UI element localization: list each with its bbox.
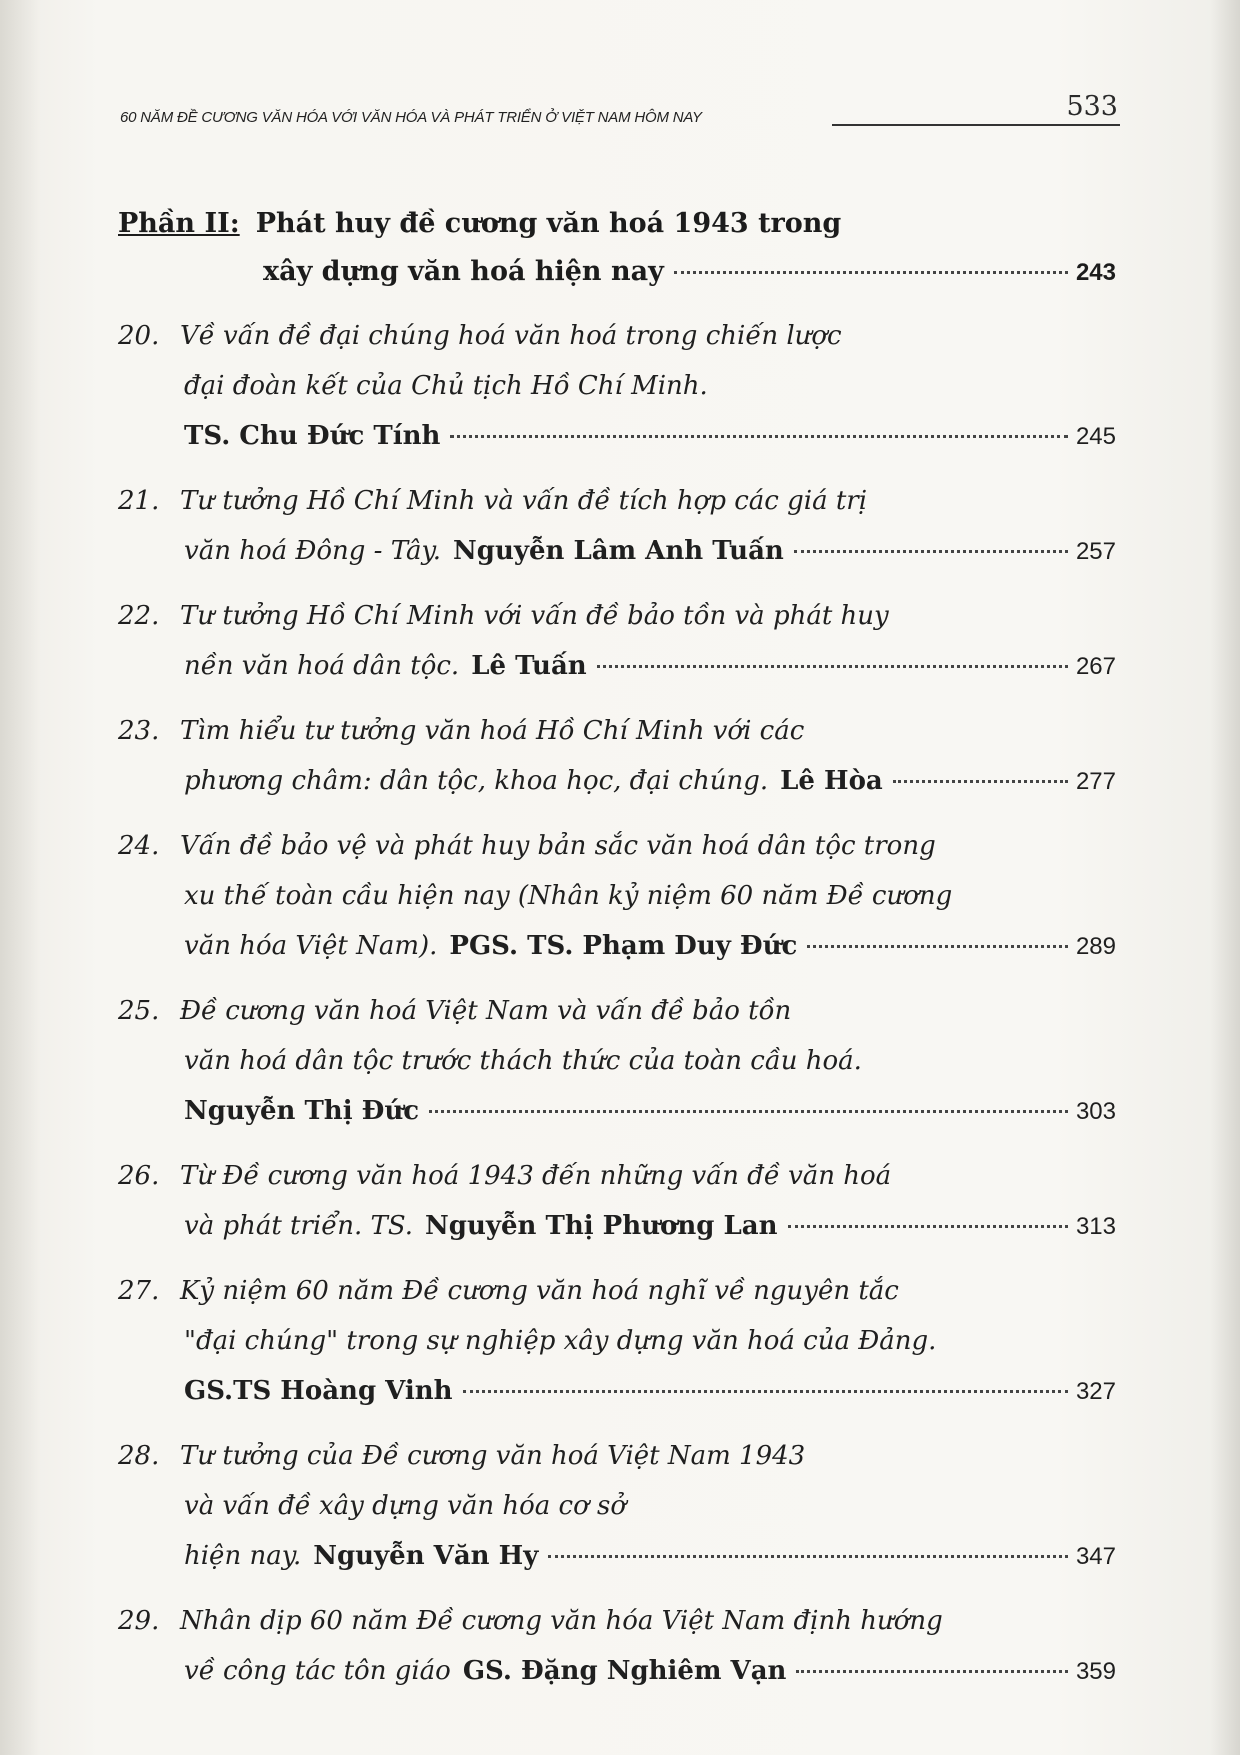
entry-page: 347 xyxy=(1075,1543,1116,1570)
part-title-line2: xây dựng văn hoá hiện nay xyxy=(263,256,664,287)
entry-author: Nguyễn Lâm Anh Tuấn xyxy=(453,536,784,566)
entry-number: 29. xyxy=(118,1606,160,1636)
entry-title-line: Tư tưởng Hồ Chí Minh và vấn đề tích hợp các giá trị xyxy=(180,486,868,516)
entry-author: TS. Chu Đức Tính xyxy=(184,421,441,451)
entry-title-line: và vấn đề xây dựng văn hóa cơ sở xyxy=(184,1491,626,1521)
entry-author: Nguyễn Văn Hy xyxy=(313,1541,539,1571)
entry-number: 28. xyxy=(118,1441,160,1471)
entry-title-line: Về vấn đề đại chúng hoá văn hoá trong chiến lược xyxy=(180,321,842,351)
entry-page: 245 xyxy=(1075,423,1116,450)
entry-page: 313 xyxy=(1075,1213,1116,1240)
toc-entry-20 xyxy=(118,311,1116,462)
entry-title-line: Vấn đề bảo vệ và phát huy bản sắc văn hoá dân tộc trong xyxy=(180,831,936,861)
entry-author: GS. Đặng Nghiêm Vạn xyxy=(462,1656,787,1686)
dot-leader xyxy=(796,1670,1068,1673)
toc-entry-26 xyxy=(118,1151,1116,1252)
entry-number: 24. xyxy=(118,831,160,861)
dot-leader xyxy=(597,665,1068,668)
entry-title-line: Từ Đề cương văn hoá 1943 đến những vấn đề văn hoá xyxy=(180,1161,892,1191)
entry-title-line: đại đoàn kết của Chủ tịch Hồ Chí Minh. xyxy=(184,371,708,401)
entry-page: 289 xyxy=(1075,933,1116,960)
entry-author: PGS. TS. Phạm Duy Đức xyxy=(449,931,798,961)
dot-leader xyxy=(674,271,1068,274)
entry-number: 26. xyxy=(118,1161,160,1191)
page-shadow-right xyxy=(1210,0,1240,1755)
entry-number: 23. xyxy=(118,716,160,746)
toc-entry-24 xyxy=(118,821,1116,972)
entry-page: 277 xyxy=(1075,768,1116,795)
part-page: 243 xyxy=(1075,259,1116,286)
toc-entry-25 xyxy=(118,986,1116,1137)
running-header-title: 60 NĂM ĐỀ CƯƠNG VĂN HÓA VỚI VĂN HÓA VÀ PHÁT TRIỂN Ở VIỆT NAM HÔM NAY xyxy=(120,109,702,126)
entry-title-line: hiện nay. xyxy=(184,1541,302,1571)
entry-author: Nguyễn Thị Đức xyxy=(184,1096,420,1126)
part-title-line1: Phát huy đề cương văn hoá 1943 trong xyxy=(255,208,842,239)
dot-leader xyxy=(450,435,1068,438)
dot-leader xyxy=(429,1110,1068,1113)
entry-number: 25. xyxy=(118,996,160,1026)
entry-number: 27. xyxy=(118,1276,160,1306)
toc-entry-29 xyxy=(118,1596,1116,1697)
page-shadow-left xyxy=(0,0,40,1755)
entry-title-line: Tư tưởng của Đề cương văn hoá Việt Nam 1943 xyxy=(180,1441,806,1471)
entry-title-line: phương châm: dân tộc, khoa học, đại chúng. xyxy=(184,766,769,796)
part-label: Phần II: xyxy=(118,208,240,239)
entry-title-line: văn hoá dân tộc trước thách thức của toàn cầu hoá. xyxy=(184,1046,862,1076)
entry-page: 303 xyxy=(1075,1098,1116,1125)
entry-number: 22. xyxy=(118,601,160,631)
toc-entry-22 xyxy=(118,591,1116,692)
entry-title-line: Nhân dịp 60 năm Đề cương văn hóa Việt Nam định hướng xyxy=(180,1606,943,1636)
entry-author: Lê Hòa xyxy=(780,766,883,796)
dot-leader xyxy=(807,945,1068,948)
entry-page: 257 xyxy=(1075,538,1116,565)
entry-title-line: nền văn hoá dân tộc. xyxy=(184,651,460,681)
entry-page: 327 xyxy=(1075,1378,1116,1405)
header-rule xyxy=(832,124,1120,126)
entry-author: Lê Tuấn xyxy=(471,651,587,681)
entry-author: Nguyễn Thị Phương Lan xyxy=(425,1211,778,1241)
entry-title-line: văn hoá Đông - Tây. xyxy=(184,536,442,566)
toc-entry-27 xyxy=(118,1266,1116,1417)
part-heading xyxy=(118,200,1116,297)
entry-title-line: Tư tưởng Hồ Chí Minh với vấn đề bảo tồn và phát huy xyxy=(180,601,889,631)
entry-author: GS.TS Hoàng Vinh xyxy=(184,1376,453,1406)
entry-number: 21. xyxy=(118,486,160,516)
entry-title-line: Đề cương văn hoá Việt Nam và vấn đề bảo tồn xyxy=(180,996,792,1026)
toc-entry-21 xyxy=(118,476,1116,577)
entry-title-line: xu thế toàn cầu hiện nay (Nhân kỷ niệm 60 năm Đề cương xyxy=(184,881,953,911)
dot-leader xyxy=(794,550,1068,553)
entry-title-line: về công tác tôn giáo xyxy=(184,1656,451,1686)
dot-leader xyxy=(548,1555,1068,1558)
toc-entry-28 xyxy=(118,1431,1116,1582)
entry-title-line: Kỷ niệm 60 năm Đề cương văn hoá nghĩ về nguyên tắc xyxy=(180,1276,899,1306)
entry-page: 359 xyxy=(1075,1658,1116,1685)
dot-leader xyxy=(893,780,1068,783)
toc-entry-23 xyxy=(118,706,1116,807)
page-number: 533 xyxy=(1066,91,1118,122)
entry-title-line: và phát triển. TS. xyxy=(184,1211,414,1241)
dot-leader xyxy=(788,1225,1068,1228)
entry-title-line: văn hóa Việt Nam). xyxy=(184,931,438,961)
dot-leader xyxy=(463,1390,1068,1393)
entry-title-line: Tìm hiểu tư tưởng văn hoá Hồ Chí Minh với các xyxy=(180,716,805,746)
running-header xyxy=(120,92,1120,132)
entry-number: 20. xyxy=(118,321,160,351)
table-of-contents xyxy=(118,200,1116,1697)
entry-page: 267 xyxy=(1075,653,1116,680)
entry-title-line: "đại chúng" trong sự nghiệp xây dựng văn hoá của Đảng. xyxy=(184,1326,937,1356)
